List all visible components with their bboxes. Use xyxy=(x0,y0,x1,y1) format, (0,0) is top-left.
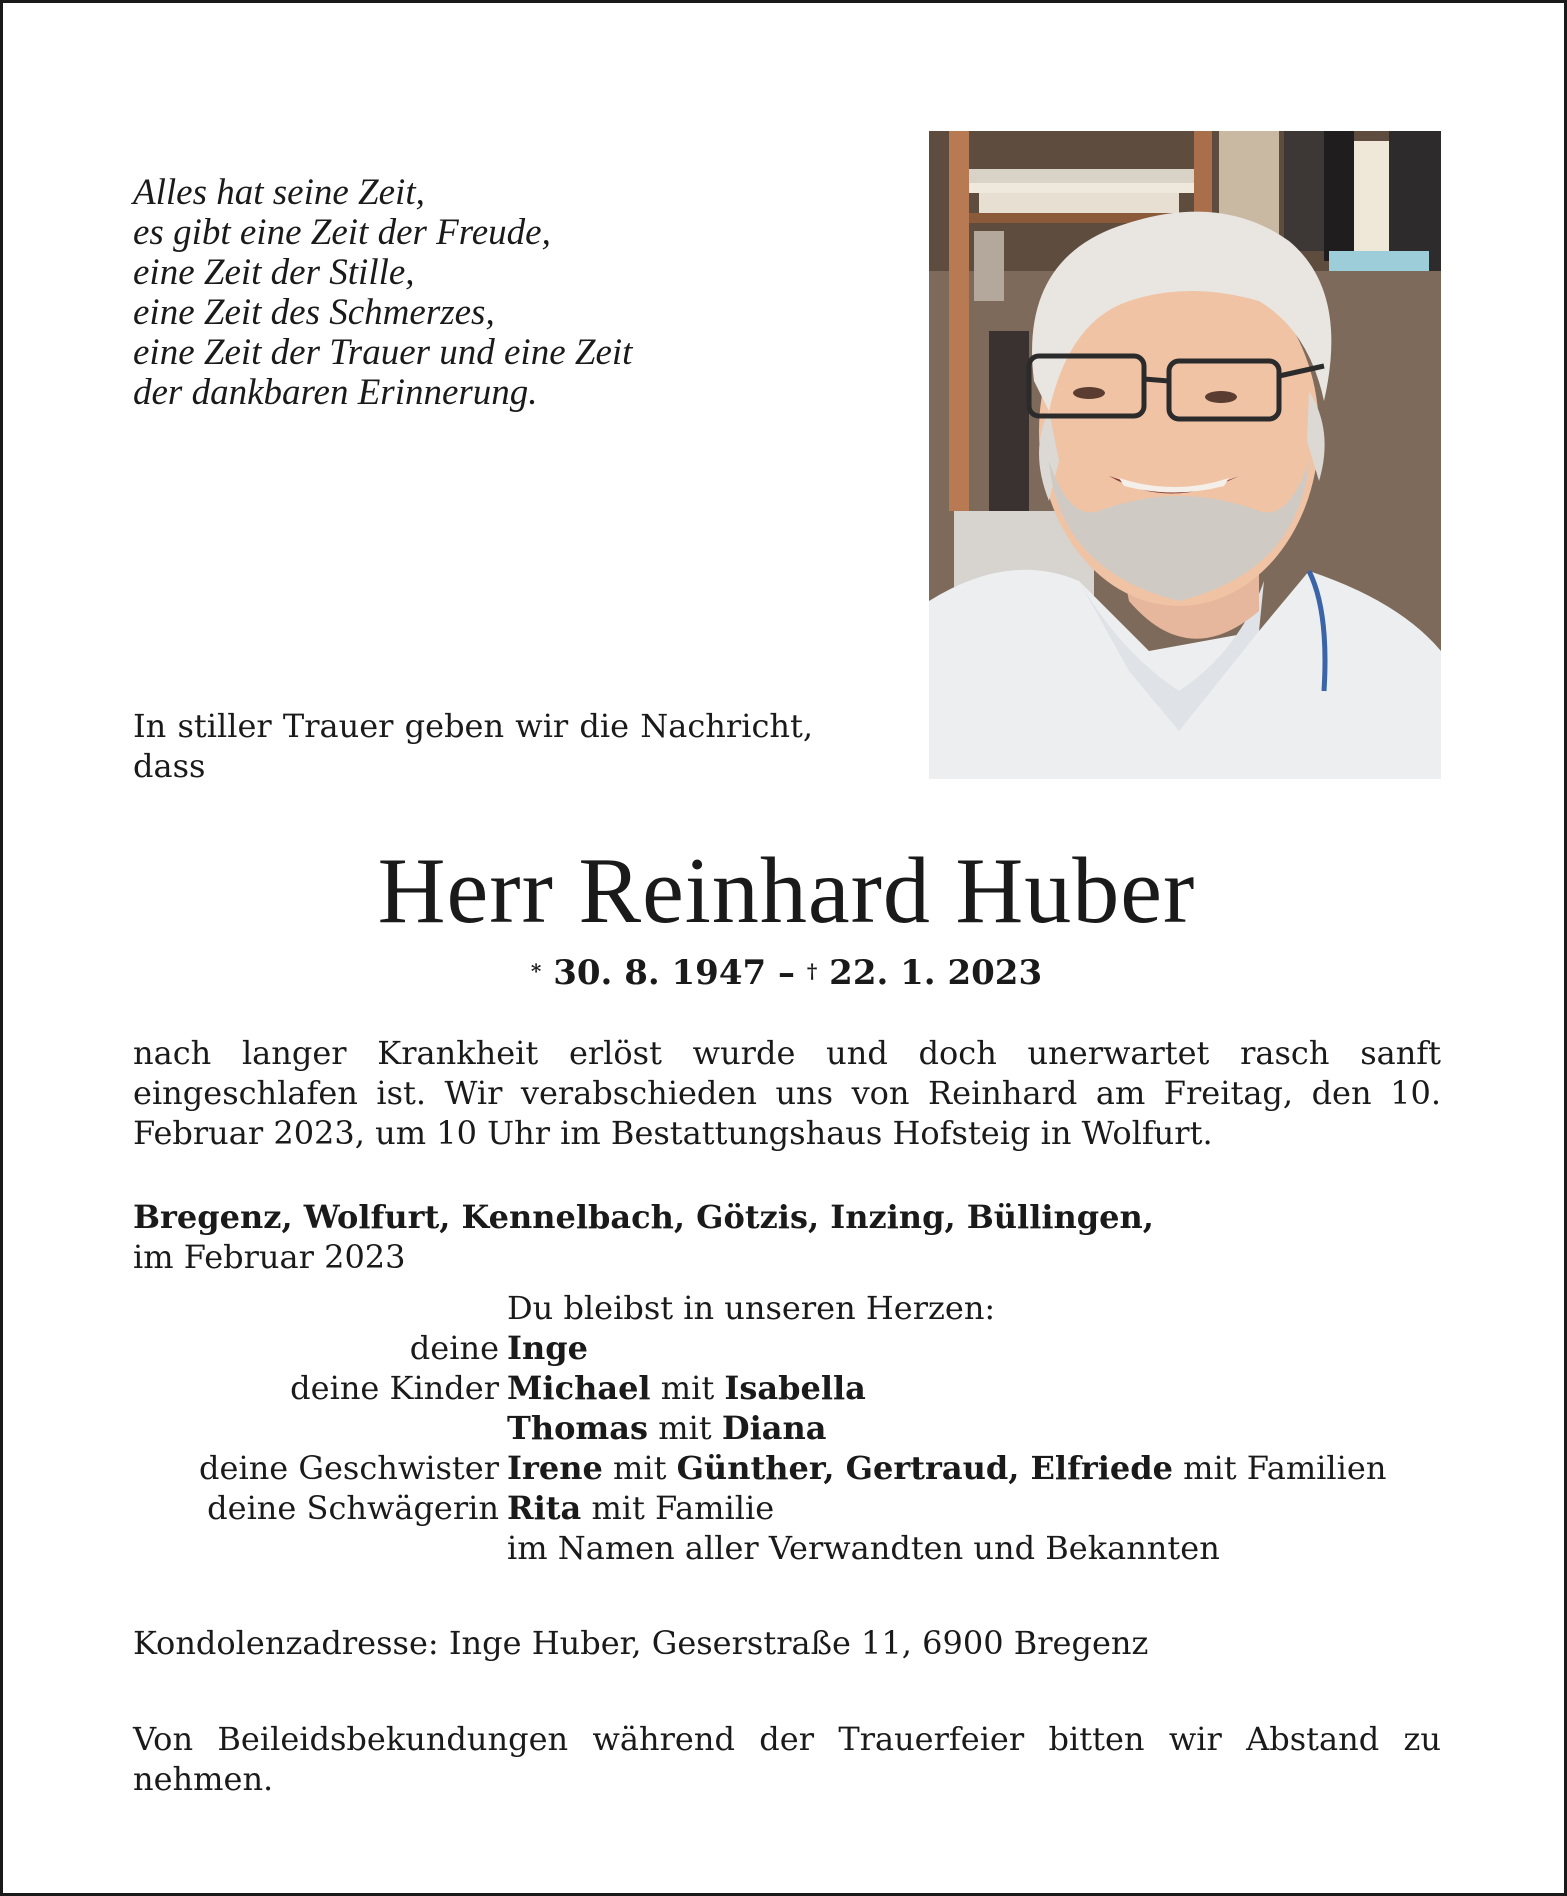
family-member-name: Inge xyxy=(507,1329,588,1367)
life-dates xyxy=(3,951,1567,995)
family-members xyxy=(507,1488,1453,1528)
family-member-name: Diana xyxy=(721,1409,827,1447)
family-relation: deine Schwägerin xyxy=(207,1489,499,1527)
family-row xyxy=(133,1528,1453,1568)
family-row xyxy=(133,1408,1453,1448)
family-members xyxy=(507,1368,1453,1408)
towns-list: Bregenz, Wolfurt, Kennelbach, Götzis, Inzing, Büllingen, xyxy=(133,1198,1154,1236)
family-member-name: Rita xyxy=(507,1489,582,1527)
family-connector-text: mit xyxy=(648,1409,722,1447)
family-members xyxy=(507,1528,1453,1568)
family-connector-text: mit xyxy=(650,1369,725,1407)
family-member-name: Isabella xyxy=(724,1369,866,1407)
death-symbol: † xyxy=(806,959,818,983)
poem xyxy=(133,173,833,413)
family-row xyxy=(133,1488,1453,1528)
family-relation: deine Geschwister xyxy=(199,1449,499,1487)
poem-line: eine Zeit der Trauer und eine Zeit xyxy=(133,332,633,373)
portrait-photo xyxy=(929,131,1441,779)
birth-symbol: * xyxy=(530,959,542,983)
family-member-name: Günther, Gertraud, Elfriede xyxy=(676,1449,1173,1487)
poem-line: eine Zeit des Schmerzes, xyxy=(133,292,495,333)
family-heading-row xyxy=(133,1288,1453,1328)
family-member-name: Michael xyxy=(507,1369,651,1407)
family-relation xyxy=(133,1528,507,1568)
announcement-text: nach langer Krankheit erlöst wurde und doch unerwartet rasch sanft eingeschlafen ist. Wir verabschieden uns von Reinhard am Freitag, den 10. Februar 2023, um 10 Uhr im Bestattungshaus Hofsteig in Wolfurt. xyxy=(133,1034,1441,1152)
place-date: im Februar 2023 xyxy=(133,1238,406,1276)
family-list xyxy=(133,1288,1453,1568)
family-heading: Du bleibst in unseren Herzen: xyxy=(507,1289,996,1327)
family-member-name: Irene xyxy=(507,1449,603,1487)
condolence-note: Von Beileidsbekundungen während der Trauerfeier bitten wir Abstand zu nehmen. xyxy=(133,1720,1441,1798)
family-relation xyxy=(133,1408,507,1448)
poem-line: der dankbaren Erinnerung. xyxy=(133,372,538,413)
family-row xyxy=(133,1368,1453,1408)
family-row xyxy=(133,1328,1453,1368)
birth-date: 30. 8. 1947 xyxy=(553,953,767,993)
places-block xyxy=(133,1197,1441,1277)
family-relation: deine Kinder xyxy=(290,1369,499,1407)
family-members xyxy=(507,1408,1453,1448)
poem-line: es gibt eine Zeit der Freude, xyxy=(133,212,551,253)
portrait-image xyxy=(929,131,1441,779)
family-members xyxy=(507,1448,1453,1488)
family-row xyxy=(133,1448,1453,1488)
family-connector-text: mit xyxy=(602,1449,677,1487)
family-connector-text: mit Familien xyxy=(1172,1449,1387,1487)
family-relation: deine xyxy=(409,1329,499,1367)
condolence-address: Kondolenzadresse: Inge Huber, Geserstraße 11, 6900 Bregenz xyxy=(133,1624,1149,1662)
family-member-name: Thomas xyxy=(507,1409,649,1447)
intro-text: In stiller Trauer geben wir die Nachricht, dass xyxy=(133,707,813,785)
family-connector-text: im Namen aller Verwandten und Bekannten xyxy=(507,1529,1220,1567)
family-members xyxy=(507,1328,1453,1368)
poem-line: eine Zeit der Stille, xyxy=(133,252,415,293)
death-date: 22. 1. 2023 xyxy=(829,953,1043,993)
poem-line: Alles hat seine Zeit, xyxy=(133,172,425,213)
family-connector-text: mit Familie xyxy=(581,1489,775,1527)
deceased-name: Herr Reinhard Huber xyxy=(377,839,1196,943)
date-separator: – xyxy=(778,953,795,993)
